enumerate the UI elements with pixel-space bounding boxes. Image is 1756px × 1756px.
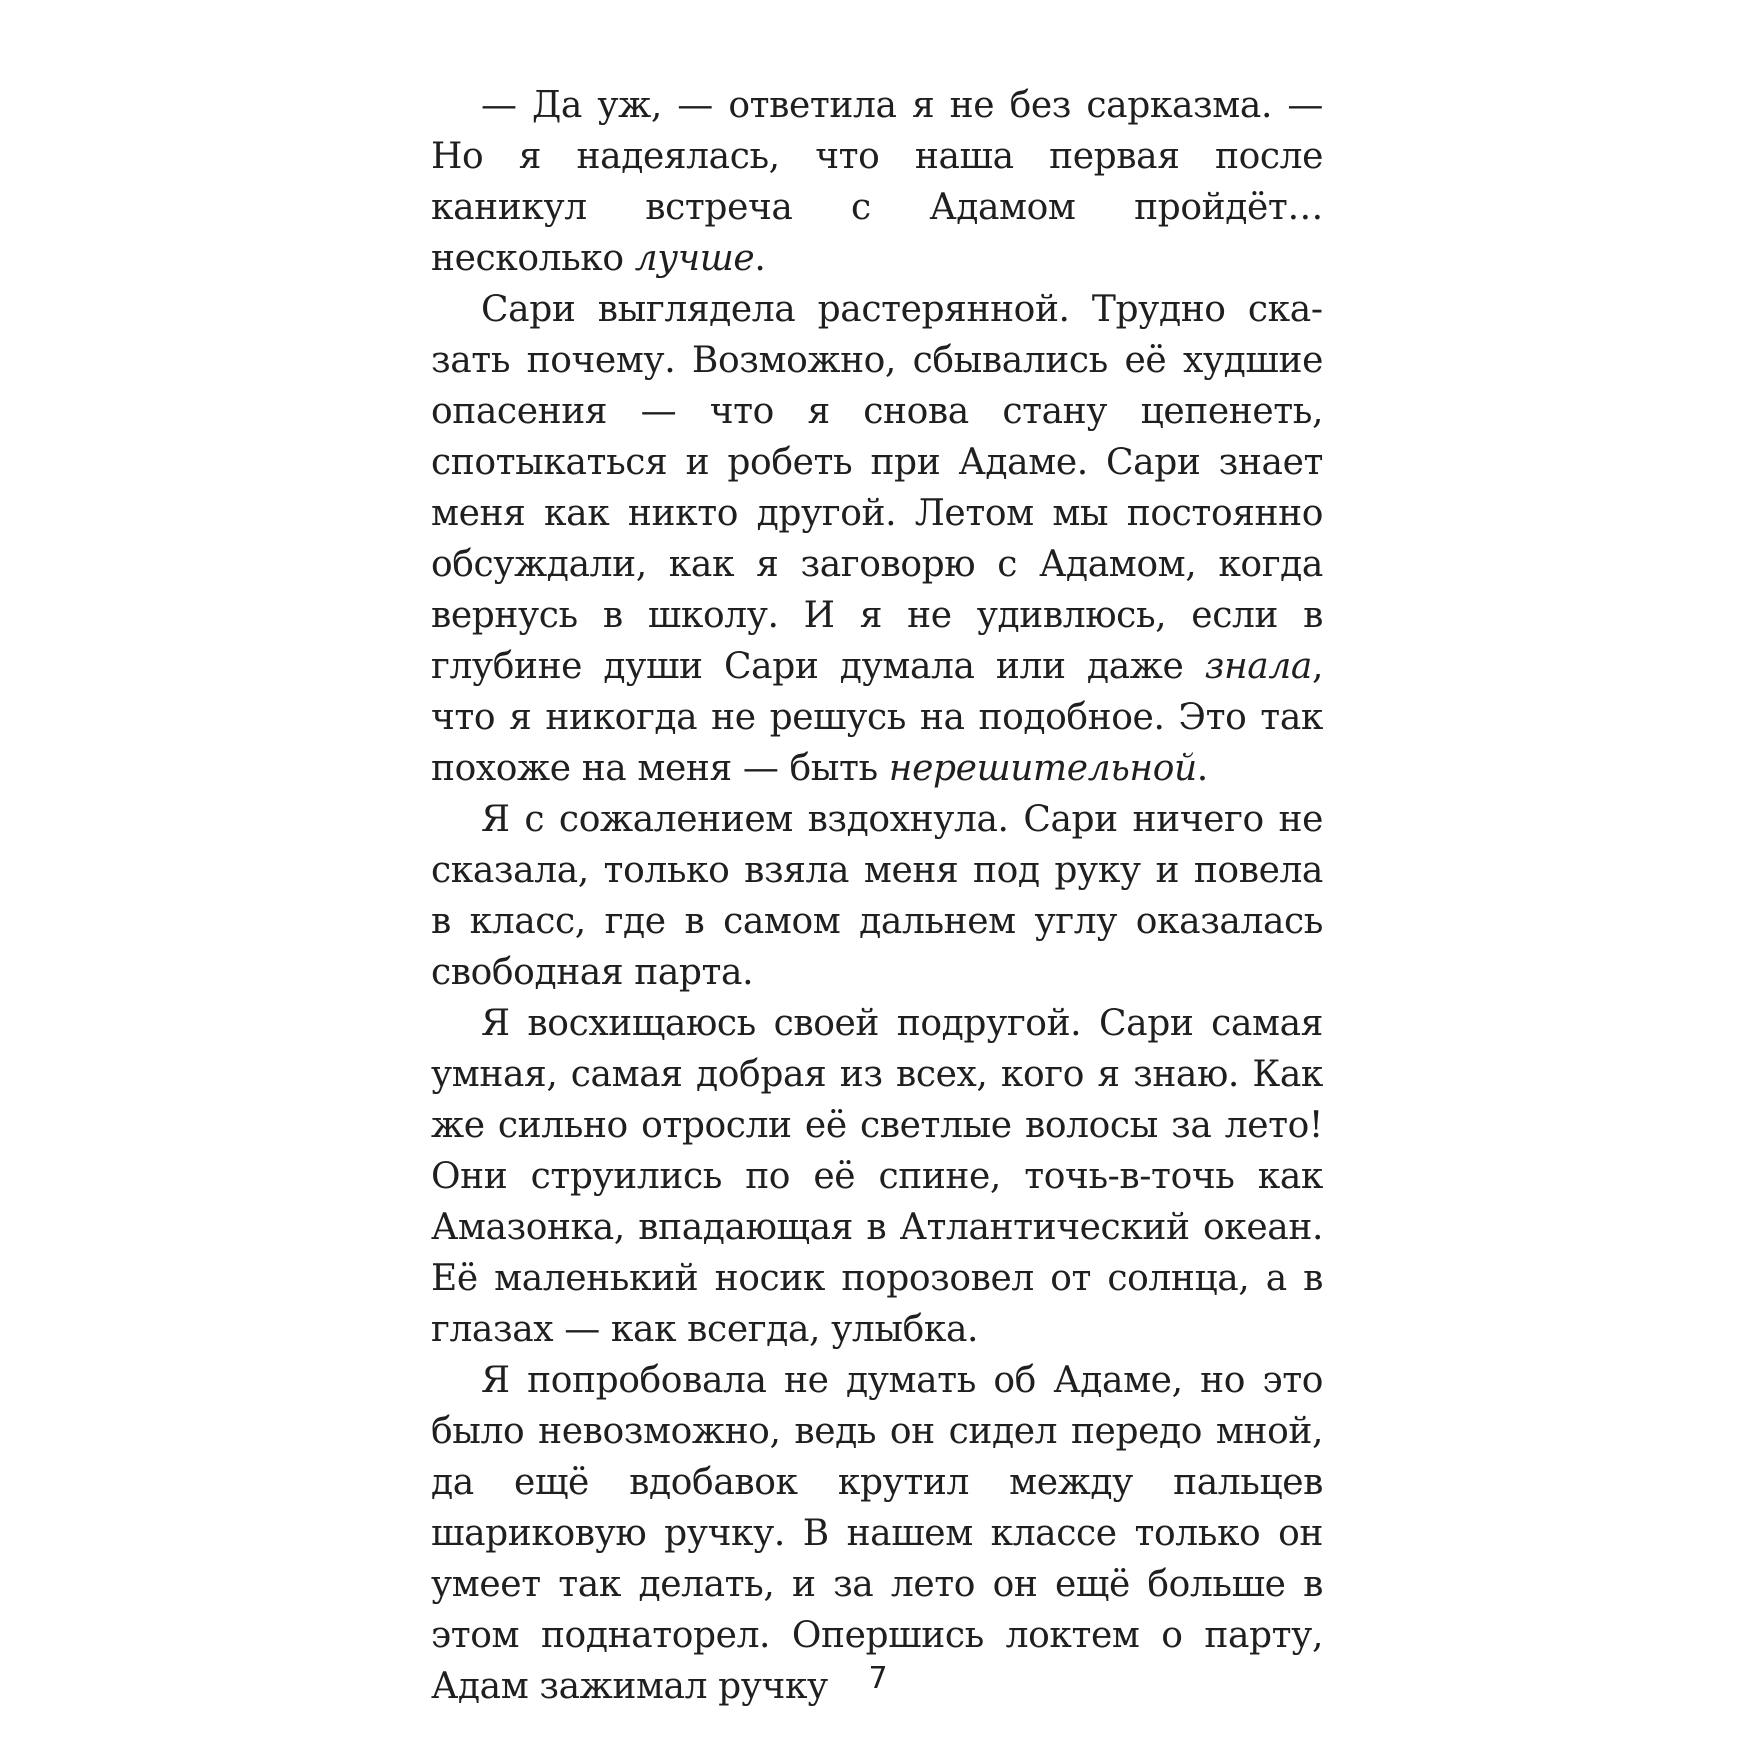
text-run: Сари выглядела растерянной. Трудно сказать почему. Возможно, сбывались её худшие опасения — что я снова стану цепенеть, спотыкаться и робеть при Адаме. Сари знает меня как никто другой. Летом мы постоянно обсуждали, как я заговорю с Адамом, когда вернусь в школу. И я не удивлюсь, если в глубине души Сари думала или даже (431, 289, 1323, 687)
paragraph (431, 998, 1323, 1355)
text-run: . (1196, 748, 1208, 789)
paragraph (431, 80, 1323, 284)
italic-text: лучше (634, 238, 755, 279)
body-text (431, 80, 1323, 1712)
text-run: . (754, 238, 766, 279)
text-run: , что я никогда не решусь на подобное. Это так похоже на меня — быть (431, 646, 1323, 789)
paragraph (431, 794, 1323, 998)
text-run: Я с сожалением вздохнула. Сари ничего не сказала, только взяла меня под руку и повела в класс, где в самом дальнем углу оказалась свободная парта. (431, 799, 1323, 993)
italic-text: нерешительной (888, 748, 1197, 789)
text-run: Я попробовала не думать об Адаме, но это было невозможно, ведь он сидел передо мной, да ещё вдобавок крутил между пальцев шариковую ручку. В нашем классе только он умеет так делать, и за лето он ещё больше в этом поднаторел. Опершись локтем о парту, Адам зажимал ручку (431, 1360, 1323, 1707)
paragraph (431, 1355, 1323, 1712)
italic-text: знала (1204, 646, 1312, 687)
page-number: 7 (868, 1661, 888, 1696)
text-run: — Да уж, — ответила я не без сарказма. — Но я надеялась, что наша первая после каникул встреча с Адамом пройдёт… несколько (431, 85, 1323, 279)
paragraph (431, 284, 1323, 794)
text-run: Я восхищаюсь своей подругой. Сари самая умная, самая добрая из всех, кого я знаю. Как же сильно отросли её светлые волосы за лето! Они струились по её спине, точь-в-точь как Амазонка, впадающая в Атлантический океан. Её маленький носик порозовел от солнца, а в глазах — как всегда, улыбка. (431, 1003, 1323, 1350)
